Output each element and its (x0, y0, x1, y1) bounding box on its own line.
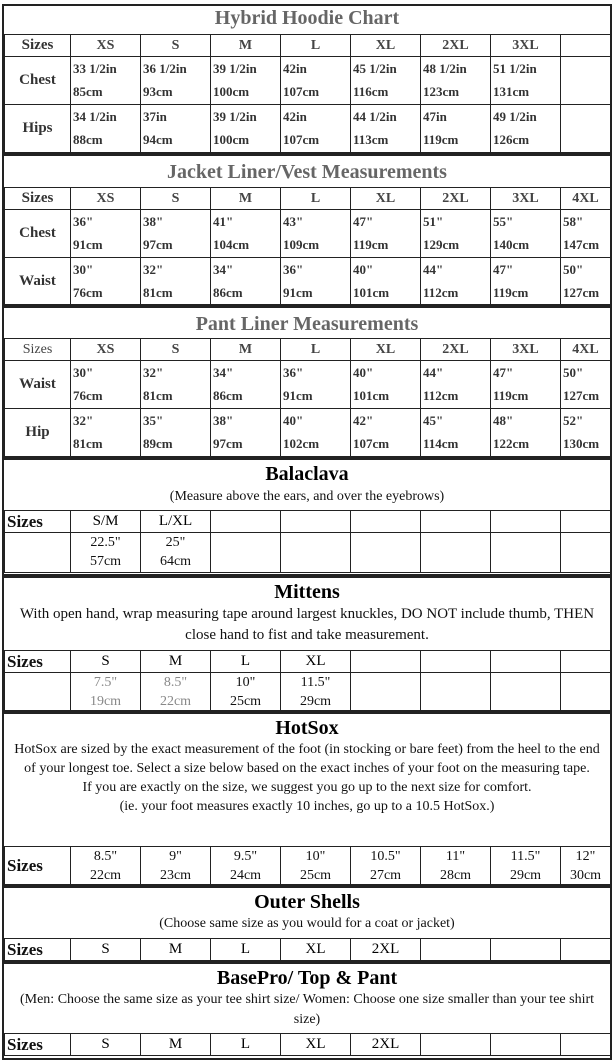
measure-cell: 47" 119cm (491, 258, 561, 306)
hybrid-hoodie-section (2, 4, 612, 154)
size-l: L (211, 939, 281, 961)
measure-cell: 32" 81cm (141, 361, 211, 409)
measure-cell: 38" 97cm (211, 409, 281, 457)
size-l: L (281, 339, 351, 361)
jacket-liner-table (4, 187, 611, 306)
measure-cell: 10" 25cm (211, 673, 281, 712)
measure-cell: 10" 25cm (281, 847, 351, 886)
outer-shells-table (4, 938, 611, 961)
balaclava-table (4, 510, 611, 573)
measure-cell: 37in 94cm (141, 105, 211, 153)
hotsox-table (4, 846, 611, 886)
balaclava-section (2, 458, 612, 576)
measure-cell: 25" 64cm (141, 533, 211, 573)
size-2xl: 2XL (421, 188, 491, 210)
size-4xl: 4XL (561, 188, 611, 210)
size-3xl: 3XL (491, 188, 561, 210)
pant-liner-section (2, 306, 612, 458)
measure-cell: 39 1/2in 100cm (211, 57, 281, 105)
size-s: S (141, 188, 211, 210)
size-sm: S/M (71, 511, 141, 533)
outer-shells-title: Outer Shells (254, 891, 360, 913)
row-label-waist: Waist (5, 361, 71, 409)
size-2xl: 2XL (421, 35, 491, 57)
measure-cell: 10.5" 27cm (351, 847, 421, 886)
measure-cell: 36 1/2in 93cm (141, 57, 211, 105)
measure-cell: 44" 112cm (421, 361, 491, 409)
measure-cell: 34 1/2in 88cm (71, 105, 141, 153)
measure-cell: 44" 112cm (421, 258, 491, 306)
size-m: M (211, 188, 281, 210)
size-xl: XL (351, 35, 421, 57)
measure-cell: 49 1/2in 126cm (491, 105, 561, 153)
size-l: L (281, 35, 351, 57)
basepro-sizes-label: Sizes (5, 1034, 71, 1056)
balaclava-sizes-label: Sizes (5, 511, 71, 533)
outer-shells-note: (Choose same size as you would for a coat or jacket) (159, 916, 455, 931)
measure-cell: 42" 107cm (351, 409, 421, 457)
size-l: L (211, 651, 281, 673)
measure-cell: 47" 119cm (351, 210, 421, 258)
hotsox-sizes-label: Sizes (5, 847, 71, 886)
measure-cell: 35" 89cm (141, 409, 211, 457)
measure-cell: 39 1/2in 100cm (211, 105, 281, 153)
measure-cell: 40" 101cm (351, 361, 421, 409)
size-xl: XL (281, 1034, 351, 1056)
measure-cell: 50" 127cm (561, 258, 611, 306)
measure-cell: 34" 86cm (211, 361, 281, 409)
measure-cell: 11.5" 29cm (281, 673, 351, 712)
pant-liner-title: Pant Liner Measurements (195, 313, 419, 335)
pant-liner-table (4, 338, 611, 457)
basepro-note: (Men: Choose the same size as your tee shirt size/ Women: Choose one size smaller than your tee shirt size) (19, 992, 595, 1027)
hotsox-section (2, 712, 612, 886)
size-s: S (141, 35, 211, 57)
measure-cell: 36" 91cm (281, 258, 351, 306)
measure-cell: 11" 28cm (421, 847, 491, 886)
outer-shells-section (2, 886, 612, 962)
measure-cell: 44 1/2in 113cm (351, 105, 421, 153)
size-lxl: L/XL (141, 511, 211, 533)
measure-cell: 52" 130cm (561, 409, 611, 457)
size-s: S (141, 339, 211, 361)
size-xs: XS (71, 339, 141, 361)
basepro-table (4, 1033, 611, 1056)
measure-cell: 9.5" 24cm (211, 847, 281, 886)
size-m: M (141, 651, 211, 673)
measure-cell: 22.5" 57cm (71, 533, 141, 573)
size-m: M (141, 939, 211, 961)
measure-cell: 51" 129cm (421, 210, 491, 258)
hotsox-note-3: (ie. your foot measures exactly 10 inches, go up to a 10.5 HotSox.) (119, 799, 495, 814)
measure-cell: 34" 86cm (211, 258, 281, 306)
size-2xl: 2XL (351, 939, 421, 961)
hybrid-hoodie-table (4, 34, 611, 153)
measure-cell: 8.5" 22cm (141, 673, 211, 712)
size-s: S (71, 651, 141, 673)
hybrid-sizes-label: Sizes (5, 35, 71, 57)
measure-cell: 50" 127cm (561, 361, 611, 409)
size-m: M (211, 339, 281, 361)
measure-cell: 42in 107cm (281, 105, 351, 153)
balaclava-note: (Measure above the ears, and over the eyebrows) (169, 489, 445, 504)
row-label-chest: Chest (5, 210, 71, 258)
hotsox-note-1: HotSox are sized by the exact measurement of the foot (in stocking or bare feet) from the heel to the end of your longest toe. Select a size below based on the exact inches of your foot on the measuring tape. (14, 742, 600, 776)
size-2xl: 2XL (421, 339, 491, 361)
size-3xl: 3XL (491, 339, 561, 361)
mittens-sizes-label: Sizes (5, 651, 71, 673)
size-2xl: 2XL (351, 1034, 421, 1056)
measure-cell: 42in 107cm (281, 57, 351, 105)
measure-cell: 58" 147cm (561, 210, 611, 258)
basepro-section (2, 962, 612, 1060)
measure-cell: 51 1/2in 131cm (491, 57, 561, 105)
basepro-title: BasePro/ Top & Pant (216, 967, 398, 989)
measure-cell: 32" 81cm (71, 409, 141, 457)
measure-cell: 47" 119cm (491, 361, 561, 409)
size-m: M (141, 1034, 211, 1056)
measure-cell: 48 1/2in 123cm (421, 57, 491, 105)
size-4xl: 4XL (561, 339, 611, 361)
measure-cell: 38" 97cm (141, 210, 211, 258)
measure-cell: 47in 119cm (421, 105, 491, 153)
measure-cell: 30" 76cm (71, 361, 141, 409)
measure-cell: 40" 102cm (281, 409, 351, 457)
measure-cell: 36" 91cm (281, 361, 351, 409)
measure-cell: 11.5" 29cm (491, 847, 561, 886)
measure-cell: 48" 122cm (491, 409, 561, 457)
size-3xl: 3XL (491, 35, 561, 57)
mittens-table (4, 650, 611, 712)
measure-cell: 30" 76cm (71, 258, 141, 306)
hybrid-hoodie-title: Hybrid Hoodie Chart (214, 7, 400, 29)
size-xl: XL (351, 339, 421, 361)
size-xs: XS (71, 188, 141, 210)
balaclava-title: Balaclava (265, 463, 349, 485)
row-label-hip: Hip (5, 409, 71, 457)
mittens-title: Mittens (274, 581, 340, 603)
hotsox-note-2: If you are exactly on the size, we suggest you go up to the next size for comfort. (82, 780, 532, 795)
outer-sizes-label: Sizes (5, 939, 71, 961)
measure-cell: 45 1/2in 116cm (351, 57, 421, 105)
measure-cell: 41" 104cm (211, 210, 281, 258)
measure-cell: 7.5" 19cm (71, 673, 141, 712)
measure-cell: 55" 140cm (491, 210, 561, 258)
jacket-sizes-label: Sizes (5, 188, 71, 210)
size-m: M (211, 35, 281, 57)
measure-cell: 33 1/2in 85cm (71, 57, 141, 105)
size-xl: XL (351, 188, 421, 210)
measure-cell: 8.5" 22cm (71, 847, 141, 886)
measure-cell: 32" 81cm (141, 258, 211, 306)
measure-cell: 36" 91cm (71, 210, 141, 258)
mittens-section (2, 576, 612, 712)
size-s: S (71, 939, 141, 961)
mittens-note: With open hand, wrap measuring tape around largest knuckles, DO NOT include thumb, THEN close hand to fist and take measurement. (19, 606, 595, 643)
row-label-chest: Chest (5, 57, 71, 105)
jacket-liner-title: Jacket Liner/Vest Measurements (167, 161, 447, 183)
measure-cell: 12" 30cm (561, 847, 611, 886)
measure-cell: 40" 101cm (351, 258, 421, 306)
row-label-waist: Waist (5, 258, 71, 306)
size-xs: XS (71, 35, 141, 57)
measure-cell: 45" 114cm (421, 409, 491, 457)
hotsox-title: HotSox (275, 717, 339, 739)
jacket-liner-section (2, 154, 612, 306)
size-l: L (281, 188, 351, 210)
pant-sizes-label: Sizes (5, 339, 71, 361)
size-s: S (71, 1034, 141, 1056)
size-xl: XL (281, 939, 351, 961)
measure-cell: 9" 23cm (141, 847, 211, 886)
measure-cell: 43" 109cm (281, 210, 351, 258)
row-label-hips: Hips (5, 105, 71, 153)
size-l: L (211, 1034, 281, 1056)
size-xl: XL (281, 651, 351, 673)
